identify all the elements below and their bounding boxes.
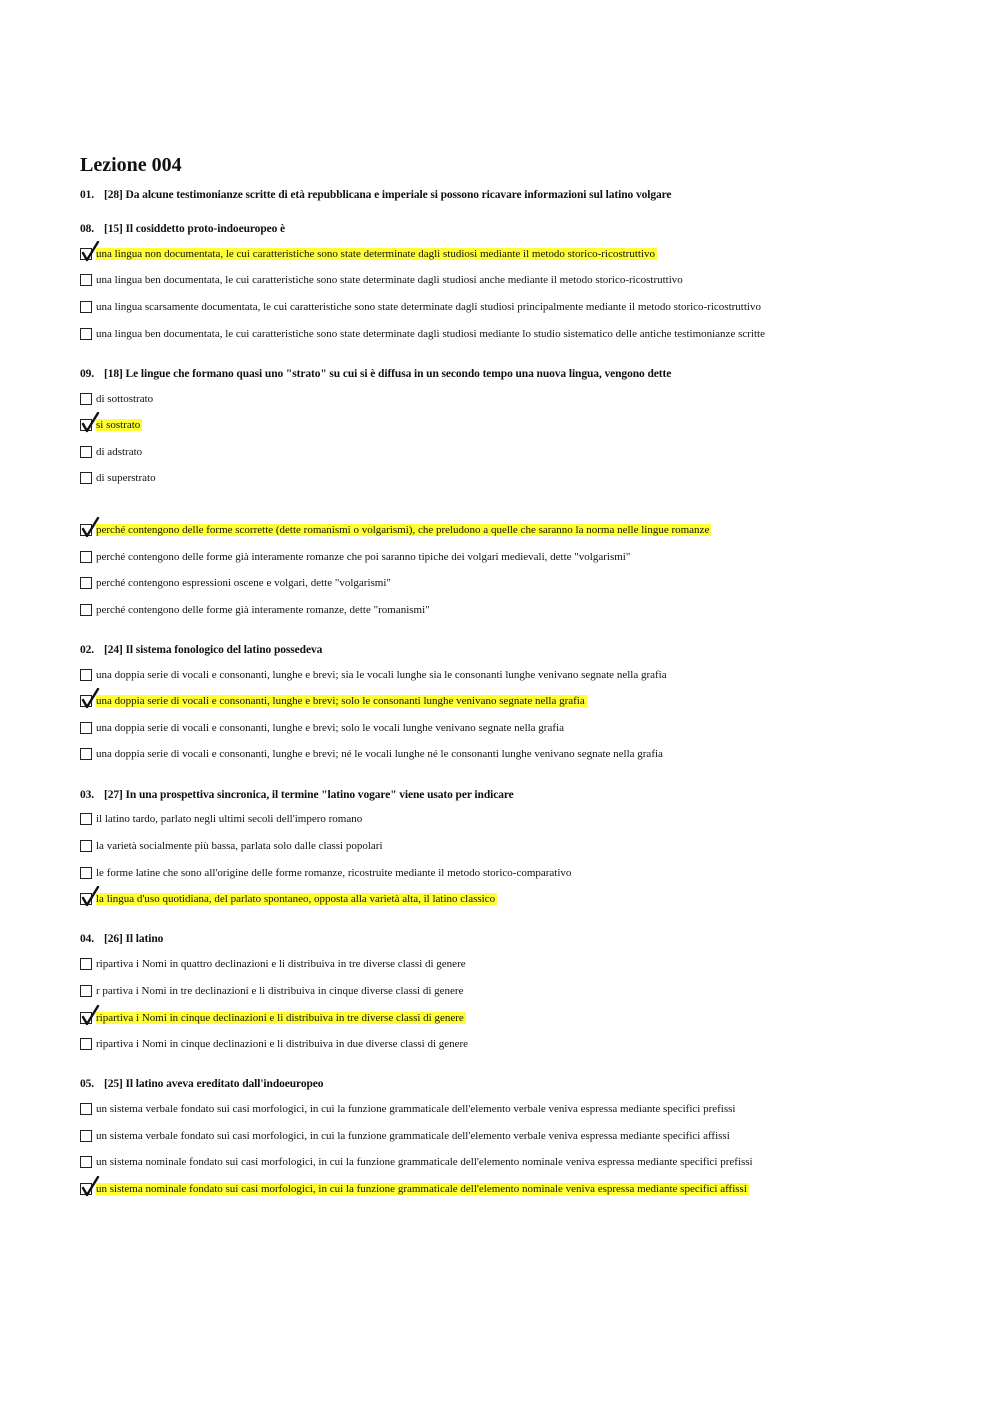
question-number: 01. xyxy=(80,189,95,201)
question-04 xyxy=(80,933,163,945)
question-01 xyxy=(80,189,671,201)
answer-text: di adstrato xyxy=(96,446,143,458)
checkbox[interactable] xyxy=(80,1156,92,1168)
question-code: [26] xyxy=(104,933,123,945)
checkbox-checked[interactable] xyxy=(80,695,92,707)
correct-answer-text: una lingua non documentata, le cui caratteristiche sono state determinate dagli studiosi mediante il metodo storico-ricostruttivo xyxy=(96,248,656,260)
question-number: 02. xyxy=(80,644,95,656)
answer-option[interactable] xyxy=(80,298,761,316)
checkbox[interactable] xyxy=(80,446,92,458)
checkbox[interactable] xyxy=(80,274,92,286)
answer-text: una doppia serie di vocali e consonanti, lunghe e brevi; né le vocali lunghe né le consonanti lunghe venivano segnate nella grafia xyxy=(96,748,663,760)
correct-answer-text: ripartiva i Nomi in cinque declinazioni e li distribuiva in tre diverse classi di genere xyxy=(96,1012,464,1024)
answer-text: di sottostrato xyxy=(96,393,154,405)
answer-option[interactable] xyxy=(80,271,683,289)
checkbox-checked[interactable] xyxy=(80,248,92,260)
checkbox[interactable] xyxy=(80,1103,92,1115)
checkbox-checked[interactable] xyxy=(80,893,92,905)
checkbox[interactable] xyxy=(80,472,92,484)
correct-answer-text: un sistema nominale fondato sui casi morfologici, in cui la funzione grammaticale dell'elemento nominale veniva espressa mediante specifici affissi xyxy=(96,1183,747,1195)
answer-option[interactable] xyxy=(80,719,564,737)
checkbox[interactable] xyxy=(80,301,92,313)
answer-text: r partiva i Nomi in tre declinazioni e li distribuiva in cinque diverse classi di genere xyxy=(96,985,464,997)
answer-option[interactable] xyxy=(80,1035,468,1053)
answer-text: un sistema verbale fondato sui casi morfologici, in cui la funzione grammaticale dell'elemento verbale veniva espressa mediante specifici prefissi xyxy=(96,1103,736,1115)
answer-option[interactable] xyxy=(80,469,156,487)
question-text: Il latino aveva ereditato dall'indoeuropeo xyxy=(125,1078,324,1090)
question-code: [24] xyxy=(104,644,123,656)
correct-answer-text: perché contengono delle forme scorrette (dette romanismi o volgarismi), che preludono a quelle che saranno la norma nelle lingue romanze xyxy=(96,524,710,536)
checkbox-checked[interactable] xyxy=(80,1183,92,1195)
question-text: Le lingue che formano quasi uno "strato" su cui si è diffusa in un secondo tempo una nuova lingua, vengono dette xyxy=(125,368,672,380)
answer-text: perché contengono delle forme già interamente romanze che poi saranno tipiche dei volgari medievali, dette "volgarismi" xyxy=(96,551,631,563)
checkbox[interactable] xyxy=(80,604,92,616)
answer-option[interactable] xyxy=(80,1009,466,1027)
answer-text: una lingua ben documentata, le cui caratteristiche sono state determinate dagli studiosi anche mediante il metodo storico-ricostruttivo xyxy=(96,274,683,286)
question-code: [27] xyxy=(104,789,123,801)
checkbox[interactable] xyxy=(80,958,92,970)
answer-text: ripartiva i Nomi in quattro declinazioni e li distribuiva in tre diverse classi di genere xyxy=(96,958,466,970)
answer-text: una doppia serie di vocali e consonanti, lunghe e brevi; sia le vocali lunghe sia le consonanti lunghe venivano segnate nella grafia xyxy=(96,669,667,681)
answer-text: le forme latine che sono all'origine delle forme romanze, ricostruite mediante il metodo storico-comparativo xyxy=(96,867,572,879)
checkbox-checked[interactable] xyxy=(80,1012,92,1024)
answer-text: una lingua ben documentata, le cui caratteristiche sono state determinate dagli studiosi mediante lo studio sistematico delle antiche testimonianze scritte xyxy=(96,328,765,340)
checkbox[interactable] xyxy=(80,669,92,681)
checkbox[interactable] xyxy=(80,985,92,997)
question-code: [28] xyxy=(104,189,123,201)
question-number: 05. xyxy=(80,1078,95,1090)
answer-option[interactable] xyxy=(80,521,711,539)
answer-option[interactable] xyxy=(80,601,430,619)
answer-option[interactable] xyxy=(80,666,667,684)
answer-text: un sistema verbale fondato sui casi morfologici, in cui la funzione grammaticale dell'elemento verbale veniva espressa mediante specifici affissi xyxy=(96,1130,730,1142)
checkbox[interactable] xyxy=(80,813,92,825)
answer-option[interactable] xyxy=(80,692,587,710)
checkbox[interactable] xyxy=(80,577,92,589)
answer-option[interactable] xyxy=(80,1127,730,1145)
answer-option[interactable] xyxy=(80,574,391,592)
answer-option[interactable] xyxy=(80,810,362,828)
question-08 xyxy=(80,223,285,235)
question-text: Il sistema fonologico del latino possedeva xyxy=(125,644,323,656)
checkbox[interactable] xyxy=(80,867,92,879)
answer-option[interactable] xyxy=(80,1153,753,1171)
question-text: Da alcune testimonianze scritte di età repubblicana e imperiale si possono ricavare informazioni sul latino volgare xyxy=(125,189,672,201)
question-number: 09. xyxy=(80,368,95,380)
answer-option[interactable] xyxy=(80,245,657,263)
page-title: Lezione 004 xyxy=(80,154,182,176)
checkbox[interactable] xyxy=(80,393,92,405)
answer-text: la varietà socialmente più bassa, parlata solo dalle classi popolari xyxy=(96,840,383,852)
answer-text: perché contengono espressioni oscene e volgari, dette "volgarismi" xyxy=(96,577,391,589)
answer-option[interactable] xyxy=(80,864,571,882)
checkbox[interactable] xyxy=(80,1038,92,1050)
question-number: 08. xyxy=(80,223,95,235)
answer-option[interactable] xyxy=(80,745,663,763)
checkbox-checked[interactable] xyxy=(80,524,92,536)
question-text: Il cosiddetto proto-indoeuropeo è xyxy=(125,223,286,235)
answer-text: ripartiva i Nomi in cinque declinazioni e li distribuiva in due diverse classi di genere xyxy=(96,1038,469,1050)
answer-text: il latino tardo, parlato negli ultimi secoli dell'impero romano xyxy=(96,813,363,825)
question-03 xyxy=(80,789,514,801)
checkbox[interactable] xyxy=(80,328,92,340)
answer-option[interactable] xyxy=(80,1180,749,1198)
checkbox-checked[interactable] xyxy=(80,419,92,431)
question-05 xyxy=(80,1078,323,1090)
answer-option[interactable] xyxy=(80,982,463,1000)
correct-answer-text: si sostrato xyxy=(96,419,141,431)
correct-answer-text: una doppia serie di vocali e consonanti, lunghe e brevi; solo le consonanti lunghe venivano segnate nella grafia xyxy=(96,695,585,707)
question-text: Il latino xyxy=(125,933,164,945)
answer-option[interactable] xyxy=(80,443,142,461)
checkbox[interactable] xyxy=(80,722,92,734)
question-number: 03. xyxy=(80,789,95,801)
question-number: 04. xyxy=(80,933,95,945)
answer-option[interactable] xyxy=(80,416,142,434)
answer-text: un sistema nominale fondato sui casi morfologici, in cui la funzione grammaticale dell'elemento nominale veniva espressa mediante specifici prefissi xyxy=(96,1156,753,1168)
answer-text: una lingua scarsamente documentata, le cui caratteristiche sono state determinate dagli studiosi principalmente mediante il metodo storico-ricostruttivo xyxy=(96,301,761,313)
answer-text: di superstrato xyxy=(96,472,156,484)
checkbox[interactable] xyxy=(80,1130,92,1142)
question-text: In una prospettiva sincronica, il termine "latino vogare" viene usato per indicare xyxy=(125,789,514,801)
checkbox[interactable] xyxy=(80,748,92,760)
correct-answer-text: la lingua d'uso quotidiana, del parlato spontaneo, opposta alla varietà alta, il latino classico xyxy=(96,893,496,905)
answer-option[interactable] xyxy=(80,890,497,908)
question-code: [18] xyxy=(104,368,123,380)
answer-option[interactable] xyxy=(80,325,765,343)
answer-option[interactable] xyxy=(80,390,153,408)
answer-option[interactable] xyxy=(80,837,383,855)
question-09 xyxy=(80,368,671,380)
answer-option[interactable] xyxy=(80,955,466,973)
answer-option[interactable] xyxy=(80,1100,735,1118)
answer-text: perché contengono delle forme già interamente romanze, dette "romanismi" xyxy=(96,604,430,616)
question-02 xyxy=(80,644,322,656)
question-code: [25] xyxy=(104,1078,123,1090)
checkbox[interactable] xyxy=(80,551,92,563)
answer-text: una doppia serie di vocali e consonanti, lunghe e brevi; solo le vocali lunghe venivano segnate nella grafia xyxy=(96,722,564,734)
question-code: [15] xyxy=(104,223,123,235)
answer-option[interactable] xyxy=(80,548,630,566)
checkbox[interactable] xyxy=(80,840,92,852)
